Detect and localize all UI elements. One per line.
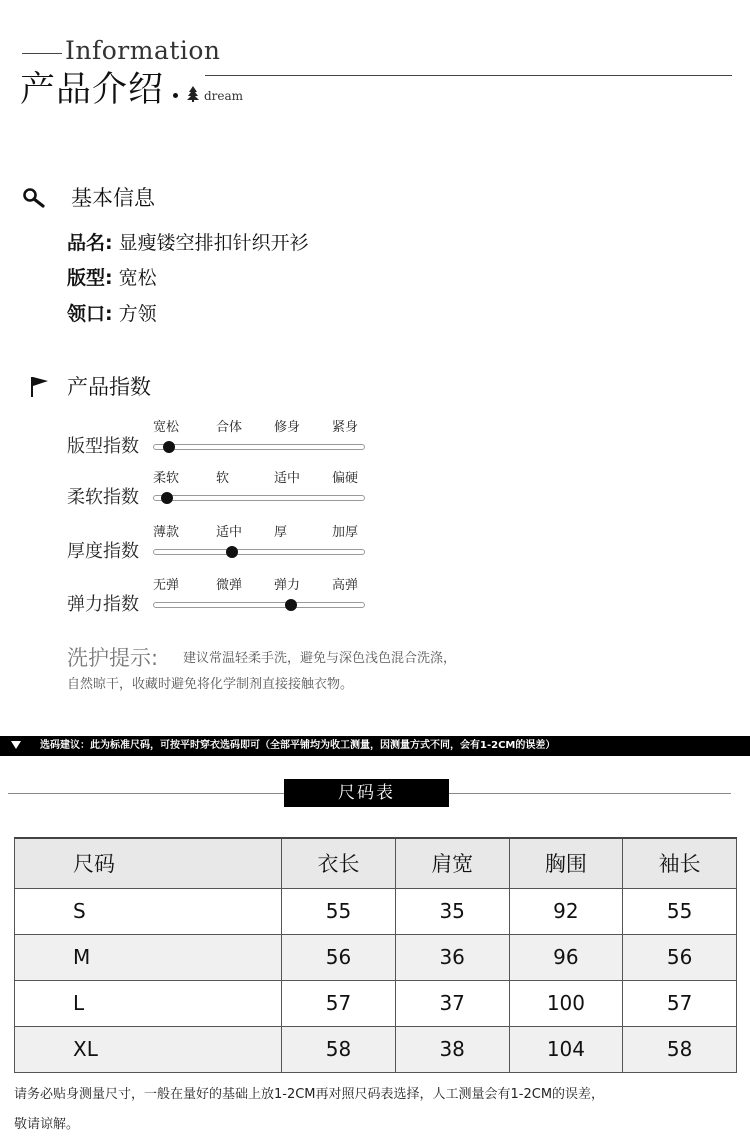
size-cell: 37 (395, 980, 509, 1026)
index-option: 厚 (274, 525, 288, 540)
header-tagline: dream (204, 89, 244, 103)
index-label: 弹力指数 (67, 594, 139, 615)
size-cell: 96 (509, 934, 623, 980)
size-cell: S (15, 888, 282, 934)
size-cell: 100 (509, 980, 623, 1026)
info-label: 品名: (67, 232, 113, 254)
index-option: 偏硬 (332, 471, 359, 486)
header-dash (22, 53, 62, 54)
size-table (14, 837, 737, 1073)
index-option: 合体 (216, 420, 243, 435)
size-header-cell: 衣长 (282, 838, 396, 888)
size-cell: 55 (623, 888, 737, 934)
index-track (153, 549, 365, 555)
size-cell: 36 (395, 934, 509, 980)
table-row (15, 934, 737, 980)
info-label: 领口: (67, 303, 113, 325)
info-row-fit (67, 266, 157, 290)
index-track (153, 495, 365, 501)
index-option: 适中 (216, 525, 243, 540)
info-row-name (67, 231, 309, 255)
header-dot (173, 93, 178, 98)
size-header-cell: 袖长 (623, 838, 737, 888)
size-cell: 104 (509, 1026, 623, 1072)
size-header-cell: 肩宽 (395, 838, 509, 888)
table-row (15, 980, 737, 1026)
size-cell: 38 (395, 1026, 509, 1072)
footer-note-line1: 请务必贴身测量尺寸，一般在量好的基础上放1-2CM再对照尺码表选择，人工测量会有1-2CM的误差， (14, 1087, 605, 1102)
index-option: 无弹 (153, 578, 180, 593)
wash-title: 洗护提示: (67, 646, 159, 670)
index-option: 薄款 (153, 525, 180, 540)
size-cell: 58 (282, 1026, 396, 1072)
size-table-header (15, 838, 737, 888)
index-option: 宽松 (153, 420, 180, 435)
info-label: 版型: (67, 267, 113, 289)
table-row (15, 888, 737, 934)
index-option: 高弹 (332, 578, 359, 593)
index-option: 加厚 (332, 525, 359, 540)
size-tip-bar (0, 736, 750, 756)
size-cell: 58 (623, 1026, 737, 1072)
index-label: 厚度指数 (67, 541, 139, 562)
size-cell: 92 (509, 888, 623, 934)
product-index-title: 产品指数 (67, 375, 151, 399)
info-value: 方领 (112, 303, 157, 325)
size-table-title: 尺码表 (284, 779, 449, 807)
size-header-cell: 尺码 (15, 838, 282, 888)
size-header-cell: 胸围 (509, 838, 623, 888)
size-cell: L (15, 980, 282, 1026)
size-cell: 57 (282, 980, 396, 1026)
size-cell: M (15, 934, 282, 980)
table-row (15, 1026, 737, 1072)
header-rule (205, 75, 732, 76)
size-cell: 55 (282, 888, 396, 934)
basic-info-title: 基本信息 (71, 186, 155, 210)
header-title-en: Information (65, 36, 221, 65)
tree-icon (186, 86, 200, 102)
info-row-collar (67, 302, 157, 326)
index-option: 柔软 (153, 471, 180, 486)
size-cell: 35 (395, 888, 509, 934)
index-label: 版型指数 (67, 436, 139, 457)
wash-text-line2: 自然晾干，收藏时避免将化学制剂直接接触衣物。 (67, 677, 354, 692)
size-cell: XL (15, 1026, 282, 1072)
info-value: 显瘦镂空排扣针织开衫 (112, 232, 309, 254)
flag-icon (30, 376, 50, 398)
index-option: 软 (216, 471, 230, 486)
size-tip-text: 选码建议：此为标准尺码，可按平时穿衣选码即可（全部平铺均为收工测量，因测量方式不同，会有1-2CM的误差） (40, 740, 556, 751)
index-option: 修身 (274, 420, 301, 435)
index-option: 适中 (274, 471, 301, 486)
index-knob (163, 441, 175, 453)
index-option: 弹力 (274, 578, 301, 593)
index-label: 柔软指数 (67, 487, 139, 508)
info-value: 宽松 (112, 267, 157, 289)
index-option: 微弹 (216, 578, 243, 593)
size-cell: 56 (282, 934, 396, 980)
triangle-down-icon (11, 741, 21, 749)
wash-text-line1: 建议常温轻柔手洗，避免与深色浅色混合洗涤， (183, 651, 457, 666)
magnifier-icon (22, 187, 46, 209)
index-track (153, 444, 365, 450)
index-option: 紧身 (332, 420, 359, 435)
index-knob (161, 492, 173, 504)
index-knob (285, 599, 297, 611)
index-knob (226, 546, 238, 558)
size-cell: 56 (623, 934, 737, 980)
header-title-cn: 产品介绍 (20, 70, 165, 110)
footer-note-line2: 敬请谅解。 (14, 1117, 80, 1132)
index-track (153, 602, 365, 608)
size-cell: 57 (623, 980, 737, 1026)
